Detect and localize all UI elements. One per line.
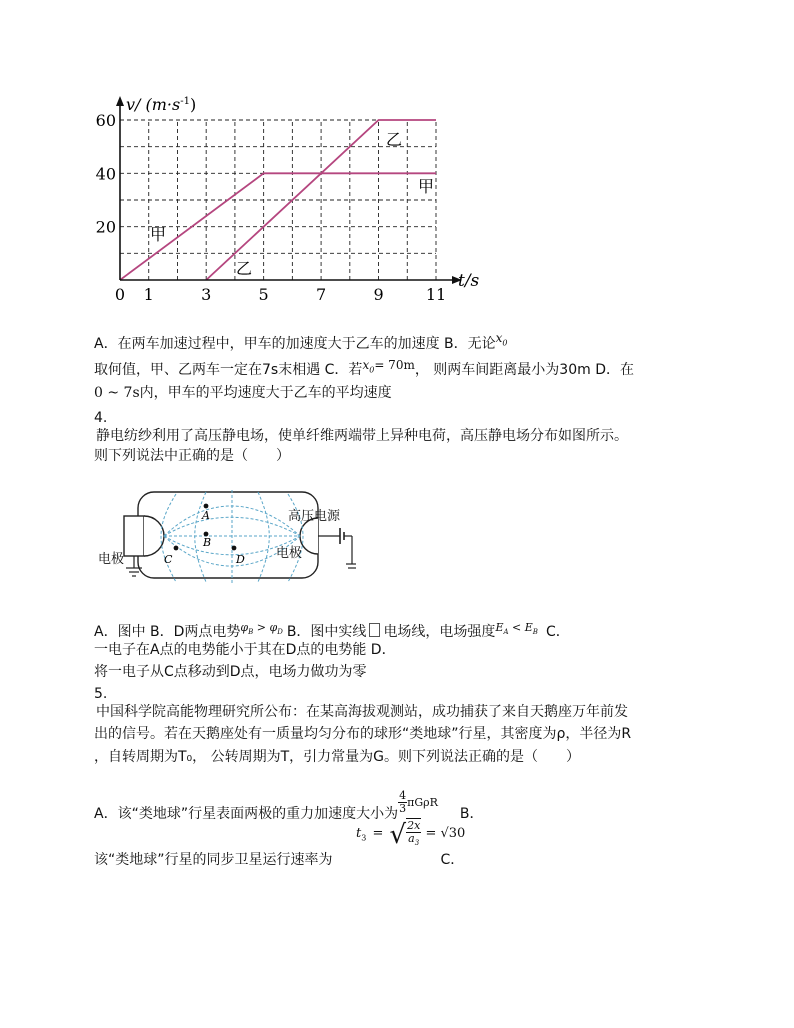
label-electrode-right: 电极 bbox=[276, 546, 303, 561]
label-B: B bbox=[203, 536, 212, 549]
q5-stem-1: 中国科学院高能物理研究所公布：在某高海拔观测站，成功捕获了来自天鹅座万年前发 bbox=[96, 704, 628, 720]
y-axis-arrow bbox=[116, 96, 124, 106]
x-tick-label: 3 bbox=[201, 285, 212, 304]
series-label-yi-lower: 乙 bbox=[236, 259, 253, 278]
x-tick-label: 11 bbox=[425, 285, 447, 304]
left-electrode bbox=[124, 516, 144, 556]
q4-stem-1: 静电纺纱利用了高压静电场，使单纤维两端带上异种电荷，高压静电场分布如图所示。 bbox=[96, 428, 628, 444]
series-label-yi-upper: 乙 bbox=[386, 130, 403, 149]
x-tick-label: 1 bbox=[143, 285, 154, 304]
label-D: D bbox=[236, 553, 245, 566]
q3-option-line-3: 0 ~ 7s内，甲车的平均速度大于乙车的平均速度 bbox=[94, 385, 392, 401]
series-label-jia-lower: 甲 bbox=[418, 177, 435, 196]
q5-stem-2: 出的信号。若在天鹅座处有一质量均匀分布的球形“类地球”行星，其密度为ρ，半径为R bbox=[94, 726, 632, 742]
q4-stem-2: 则下列说法中正确的是（ ） bbox=[94, 448, 290, 464]
q5-option-line-2: 该“类地球”行星的同步卫星运行速率为 C． bbox=[94, 852, 465, 868]
q4-option-line-1: A．图中 B．D两点电势$^{\varphi_B > \varphi_D}$ B．图中实线 电场线，电场强度$^{E_A < E_B}$ C． bbox=[94, 621, 570, 640]
velocity-time-chart bbox=[90, 88, 490, 318]
q5-number: 5. bbox=[94, 686, 108, 702]
x-tick-label: 7 bbox=[315, 285, 327, 304]
label-C: C bbox=[164, 553, 173, 566]
x-tick-label: 9 bbox=[373, 285, 384, 304]
x-tick-label: 5 bbox=[258, 285, 269, 304]
q3-option-line-1: A．在两车加速过程中，甲车的加速度大于乙车的加速度 B．无论$x_0$ bbox=[94, 331, 508, 352]
q3-option-line-2: 取何值，甲、乙两车一定在7s末相遇 C．若$x_0= 70m$， 则两车间距离最小为30m D．在 bbox=[94, 358, 634, 378]
label-A: A bbox=[202, 509, 210, 522]
point-C bbox=[174, 546, 179, 551]
x-axis-label: t/s bbox=[458, 271, 480, 291]
point-D bbox=[232, 546, 237, 551]
y-tick-label: 20 bbox=[95, 217, 116, 237]
q4-option-line-2: 一电子在A点的电势能小于其在D点的电势能 D． bbox=[94, 642, 396, 658]
q5-option-line-1: A．该“类地球”行星表面两极的重力加速度大小为 $\frac{4}{3}$ $^{\pi G\rho R}$B． bbox=[94, 789, 484, 822]
y-tick-label: 60 bbox=[95, 111, 116, 130]
q4-number: 4. bbox=[94, 410, 108, 426]
label-electrode-left: 电极 bbox=[98, 552, 125, 567]
x-tick-label: 0 bbox=[114, 285, 126, 304]
q4-option-line-3: 将一电子从C点移动到D点，电场力做功为零 bbox=[94, 664, 367, 680]
series-label-jia-upper: 甲 bbox=[150, 225, 167, 244]
electrostatic-field-diagram bbox=[96, 486, 356, 586]
point-A bbox=[204, 504, 209, 509]
label-power-source: 高压电源 bbox=[288, 509, 341, 524]
q5-stem-3: ，自转周期为T₀， 公转周期为T，引力常量为G。则下列说法正确的是（ ） bbox=[94, 749, 581, 765]
q5-sqrt-expression: $t_3$ = √ $\frac{2x}{a_3}$ = √30 bbox=[356, 819, 466, 851]
y-tick-label: 40 bbox=[95, 164, 116, 184]
y-axis-label: v/ $(m\cdot s^{-1})$ bbox=[126, 95, 197, 114]
